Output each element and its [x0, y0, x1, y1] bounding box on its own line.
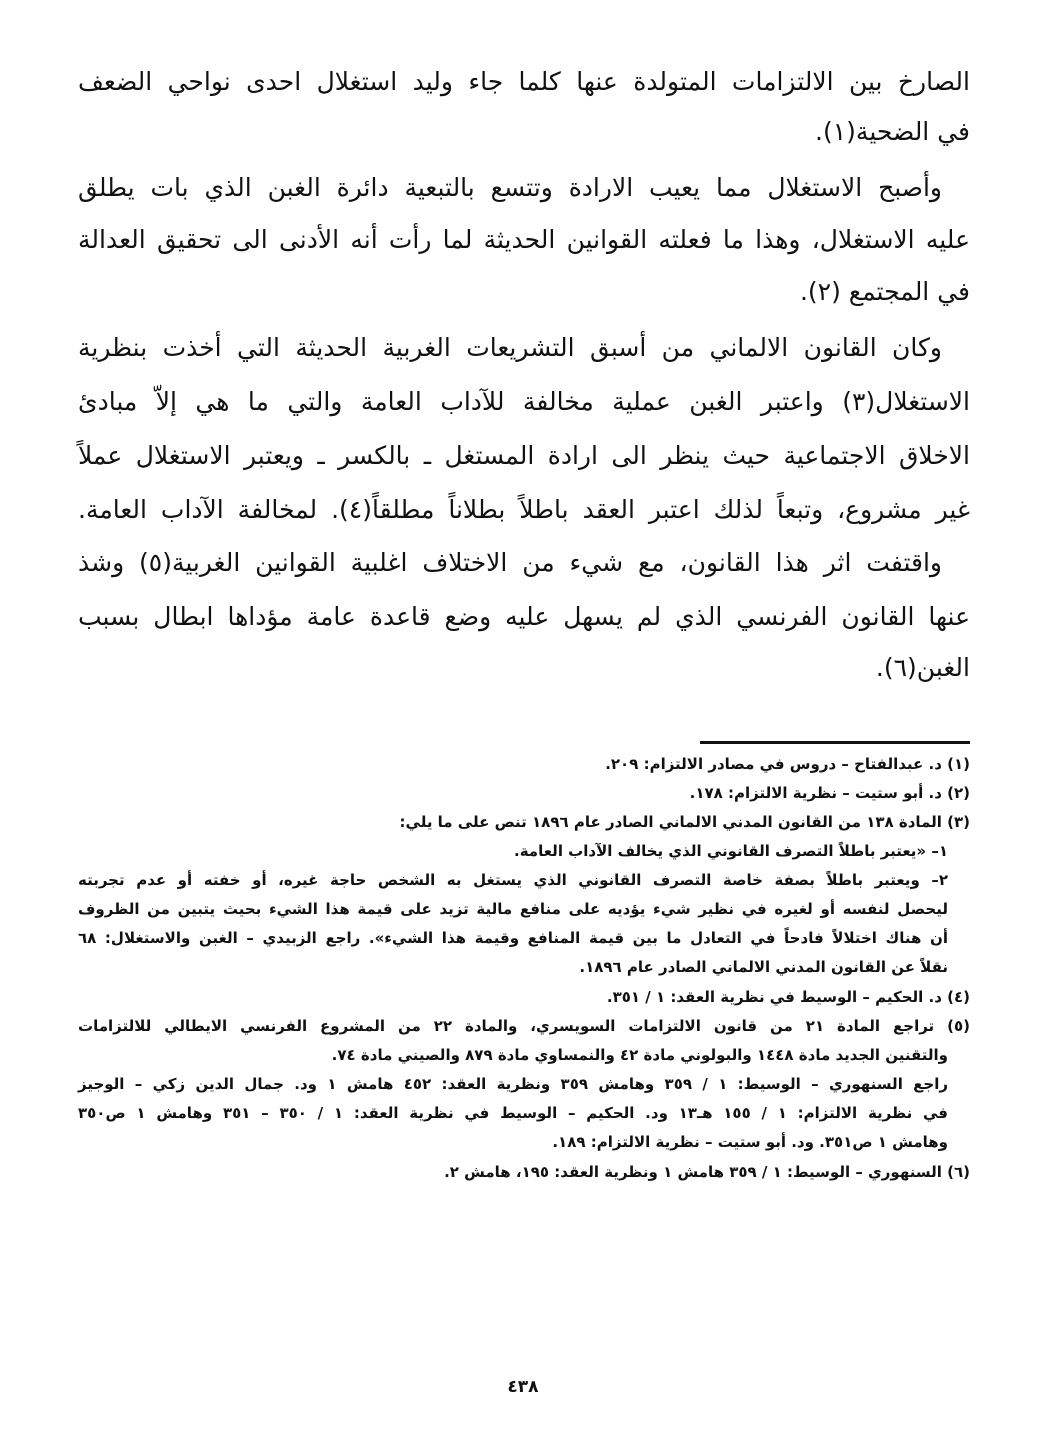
body-line: الغبن(٦).: [875, 653, 970, 682]
body-line: غير مشروع، وتبعاً لذلك اعتبر العقد باطلاً بطلاناً مطلقاً(٤). لمخالفة الآداب العامة.: [78, 495, 970, 524]
footnote-line: (٢) د. أبو ستيت – نظرية الالتزام: ١٧٨.: [689, 784, 970, 802]
body-line: الاستغلال(٣) واعتبر الغبن عملية مخالفة للآداب العامة والتي ما هي إلاّ مبادئ: [78, 387, 970, 416]
footnote-line: ١– «يعتبر باطلاً التصرف القانوني الذي يخالف الآداب العامة.: [514, 842, 948, 860]
footnote-line: (١) د. عبدالفتاح – دروس في مصادر الالتزام: ٢٠٩.: [605, 755, 970, 773]
footnote-line: والتقنين الجديد مادة ١٤٤٨ والبولوني مادة ٤٢ والنمساوي مادة ٨٧٩ والصيني مادة ٧٤.: [331, 1046, 948, 1064]
footnote-line: ٢– ويعتبر باطلاً بصفة خاصة التصرف القانوني الذي يستغل به الشخص حاجة غيره، أو خفته أو عدم تجربته: [78, 871, 948, 889]
footnote-line: (٣) المادة ١٣٨ من القانون المدني الالماني الصادر عام ١٨٩٦ تنص على ما يلي:: [399, 813, 970, 831]
body-line: في المجتمع (٢).: [799, 277, 970, 306]
footnote-line: (٥) تراجع المادة ٢١ من قانون الالتزامات السويسري، والمادة ٢٢ من المشروع الفرنسي الايطالي للالتزامات: [78, 1017, 970, 1035]
page-number: ٤٣٨: [507, 1377, 539, 1397]
body-line: عنها القانون الفرنسي الذي لم يسهل عليه وضع قاعدة عامة مؤداها ابطال بسبب: [78, 602, 970, 631]
body-line: الصارخ بين الالتزامات المتولدة عنها كلما جاء وليد استغلال احدى نواحي الضعف: [78, 67, 970, 96]
footnote-separator: [700, 741, 970, 744]
body-line: الاخلاق الاجتماعية حيث ينظر الى ارادة المستغل ـ بالكسر ـ ويعتبر الاستغلال عملاً: [78, 441, 970, 470]
footnote-line: نقلاً عن القانون المدني الالماني الصادر عام ١٨٩٦.: [579, 958, 948, 976]
body-line: في الضحية(١).: [815, 117, 970, 146]
footnote-line: راجع السنهوري – الوسيط: ١ / ٣٥٩ وهامش ٣٥٩ ونظرية العقد: ٤٥٢ هامش ١ ود. جمال الدين زكي – الوجيز: [78, 1075, 949, 1093]
body-line: واقتفت اثر هذا القانون، مع شيء من الاختلاف اغلبية القوانين الغربية(٥) وشذ: [78, 548, 942, 577]
footnote-line: ليحصل لنفسه أو لغيره في نظير شيء يؤديه على منافع مالية تزيد على قيمة هذا الشيء بحيث يتبين من الظروف: [78, 900, 948, 918]
body-line: عليه الاستغلال، وهذا ما فعلته القوانين الحديثة لما رأت أنه الأدنى الى تحقيق العدالة: [78, 225, 970, 254]
body-line: وأصبح الاستغلال مما يعيب الارادة وتتسع بالتبعية دائرة الغبن الذي بات يطلق: [78, 173, 942, 202]
footnote-line: (٦) السنهوري – الوسيط: ١ / ٣٥٩ هامش ١ ونظرية العقد: ١٩٥، هامش ٢.: [444, 1163, 970, 1181]
footnote-line: أن هناك اختلالاً فادحاً في التعادل ما بين قيمة المنافع وقيمة هذا الشيء». راجع الزبيدي – الغبن والاستغلال: ٦٨: [78, 929, 948, 947]
footnote-line: وهامش ١ ص٣٥١. ود. أبو ستيت – نظرية الالتزام: ١٨٩.: [552, 1133, 948, 1151]
footnote-line: (٤) د. الحكيم – الوسيط في نظرية العقد: ١ / ٣٥١.: [606, 988, 970, 1006]
body-line: وكان القانون الالماني من أسبق التشريعات الغربية الحديثة التي أخذت بنظرية: [78, 333, 942, 362]
footnote-line: في نظرية الالتزام: ١ / ١٥٥ هـ١٣ ود. الحكيم – الوسيط في نظرية العقد: ١ / ٣٥٠ – ٣٥١ وهامش ١ ص٣٥٠: [78, 1104, 948, 1122]
